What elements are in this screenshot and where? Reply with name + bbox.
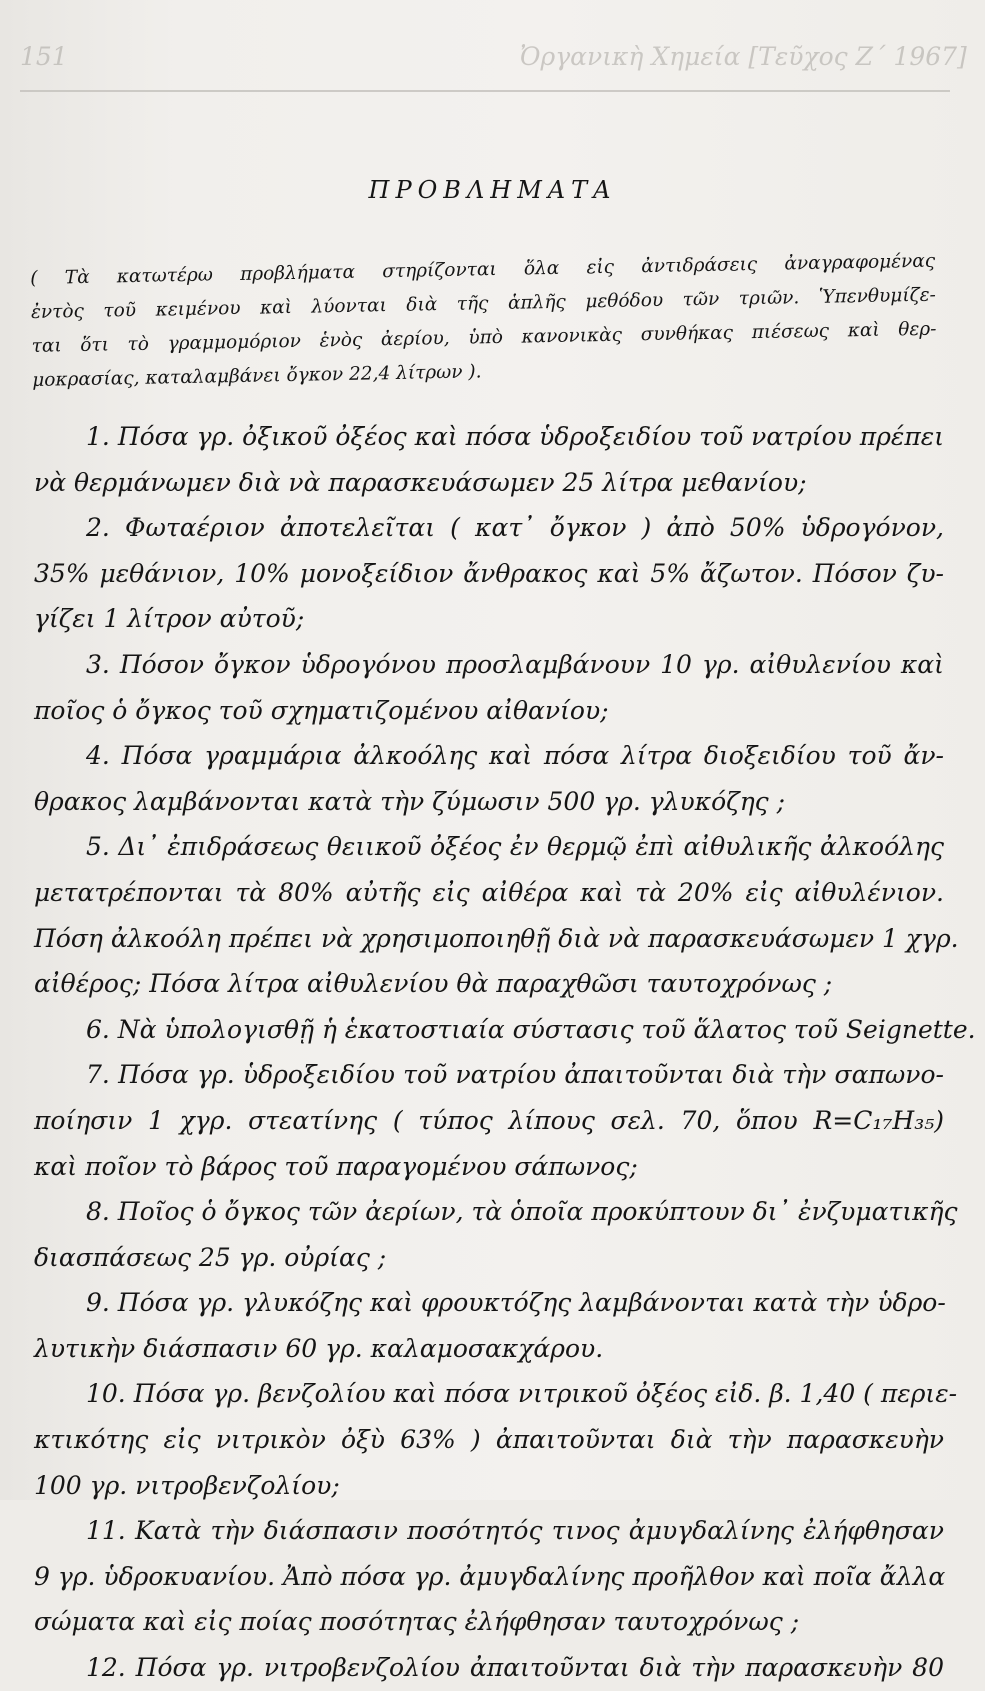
running-title: Ὀργανικὴ Χημεία [Τεῦχος Ζ΄ 1967]: [520, 42, 967, 71]
problem-line: 35% μεθάνιον, 10% μονοξείδιον ἄνθρακος καὶ 5% ἄζωτον. Πόσον ζυ-: [34, 558, 944, 588]
problem-line: 11. Κατὰ τὴν διάσπασιν ποσότητός τινος ἀμυγδαλίνης ἐλήφθησαν: [86, 1516, 944, 1546]
show-through-header: [20, 42, 967, 82]
note-line: ( Τὰ κατωτέρω προβλήματα στηρίζονται ὅλα εἰς ἀντιδράσεις ἀναγραφομένας: [30, 250, 936, 289]
problem-line: 9. Πόσα γρ. γλυκόζης καὶ φρουκτόζης λαμβάνονται κατὰ τὴν ὑδρο-: [86, 1288, 946, 1318]
problem-line: διασπάσεως 25 γρ. οὐρίας ;: [34, 1242, 387, 1272]
page-number: 151: [20, 42, 68, 71]
problem-line: Πόση ἀλκοόλη πρέπει νὰ χρησιμοποιηθῇ διὰ νὰ παρασκευάσωμεν 1 χγρ.: [34, 923, 959, 953]
problem-line: 6. Νὰ ὑπολογισθῇ ἡ ἑκατοστιαία σύστασις τοῦ ἅλατος τοῦ Seignette.: [86, 1014, 976, 1044]
problem-line: 5. Δι᾽ ἐπιδράσεως θειικοῦ ὀξέος ἐν θερμῷ ἐπὶ αἰθυλικῆς ἀλκοόλης: [86, 832, 944, 862]
note-line: ἐντὸς τοῦ κειμένου καὶ λύονται διὰ τῆς ἁπλῆς μεθόδου τῶν τριῶν. Ὑπενθυμίζε-: [30, 284, 937, 323]
page-title: ΠΡΟΒΛΗΜΑΤΑ: [368, 176, 617, 204]
problem-line: θρακος λαμβάνονται κατὰ τὴν ζύμωσιν 500 γρ. γλυκόζης ;: [34, 786, 786, 816]
problem-line: κτικότης εἰς νιτρικὸν ὀξὺ 63% ) ἀπαιτοῦνται διὰ τὴν παρασκευὴν: [34, 1425, 944, 1455]
problem-list: [34, 414, 976, 1691]
problem-line: 10. Πόσα γρ. βενζολίου καὶ πόσα νιτρικοῦ ὀξέος εἰδ. β. 1,40 ( περιε-: [86, 1379, 958, 1409]
problem-line: σώματα καὶ εἰς ποίας ποσότητας ἐλήφθησαν ταυτοχρόνως ;: [34, 1607, 800, 1637]
problem-line: αἰθέρος; Πόσα λίτρα αἰθυλενίου θὰ παραχθῶσι ταυτοχρόνως ;: [34, 969, 833, 999]
problem-line: 12. Πόσα γρ. νιτροβενζολίου ἀπαιτοῦνται διὰ τὴν παρασκευὴν 80: [86, 1653, 944, 1683]
problem-line: 4. Πόσα γραμμάρια ἀλκοόλης καὶ πόσα λίτρα διοξειδίου τοῦ ἄν-: [86, 741, 944, 771]
problem-line: μετατρέπονται τὰ 80% αὐτῆς εἰς αἰθέρα καὶ τὰ 20% εἰς αἰθυλένιον.: [34, 877, 944, 907]
note-line: ται ὅτι τὸ γραμμομόριον ἑνὸς ἀερίου, ὑπὸ κανονικὰς συνθήκας πιέσεως καὶ θερ-: [31, 318, 937, 357]
problem-line: ποίησιν 1 χγρ. στεατίνης ( τύπος λίπους σελ. 70, ὅπου R=C₁₇H₃₅): [34, 1105, 944, 1135]
problem-line: 2. Φωταέριον ἀποτελεῖται ( κατ᾽ ὄγκον ) ἀπὸ 50% ὑδρογόνον,: [86, 513, 944, 543]
problem-line: 8. Ποῖος ὁ ὄγκος τῶν ἀερίων, τὰ ὁποῖα προκύπτουν δι᾽ ἐνζυματικῆς: [86, 1197, 958, 1227]
header-rule: [20, 90, 950, 92]
problem-line: 9 γρ. ὑδροκυανίου. Ἀπὸ πόσα γρ. ἀμυγδαλίνης προῆλθον καὶ ποῖα ἄλλα: [34, 1561, 946, 1591]
problem-line: λυτικὴν διάσπασιν 60 γρ. καλαμοσακχάρου.: [34, 1333, 604, 1363]
problem-line: 1. Πόσα γρ. ὀξικοῦ ὀξέος καὶ πόσα ὑδροξειδίου τοῦ νατρίου πρέπει: [86, 422, 944, 451]
note-line: μοκρασίας, καταλαμβάνει ὄγκον 22,4 λίτρων ).: [32, 361, 482, 391]
problem-line: 3. Πόσον ὄγκον ὑδρογόνου προσλαμβάνουν 10 γρ. αἰθυλενίου καὶ: [86, 649, 944, 679]
problem-line: καὶ ποῖον τὸ βάρος τοῦ παραγομένου σάπωνος;: [34, 1151, 638, 1181]
problem-line: νὰ θερμάνωμεν διὰ νὰ παρασκευάσωμεν 25 λίτρα μεθανίου;: [34, 467, 807, 497]
intro-note: [30, 245, 937, 398]
problem-line: 100 γρ. νιτροβενζολίου;: [34, 1470, 340, 1500]
problem-line: 7. Πόσα γρ. ὑδροξειδίου τοῦ νατρίου ἀπαιτοῦνται διὰ τὴν σαπωνο-: [86, 1060, 944, 1090]
problem-line: ποῖος ὁ ὄγκος τοῦ σχηματιζομένου αἰθανίου;: [34, 695, 609, 725]
problem-line: γίζει 1 λίτρον αὐτοῦ;: [34, 604, 305, 634]
